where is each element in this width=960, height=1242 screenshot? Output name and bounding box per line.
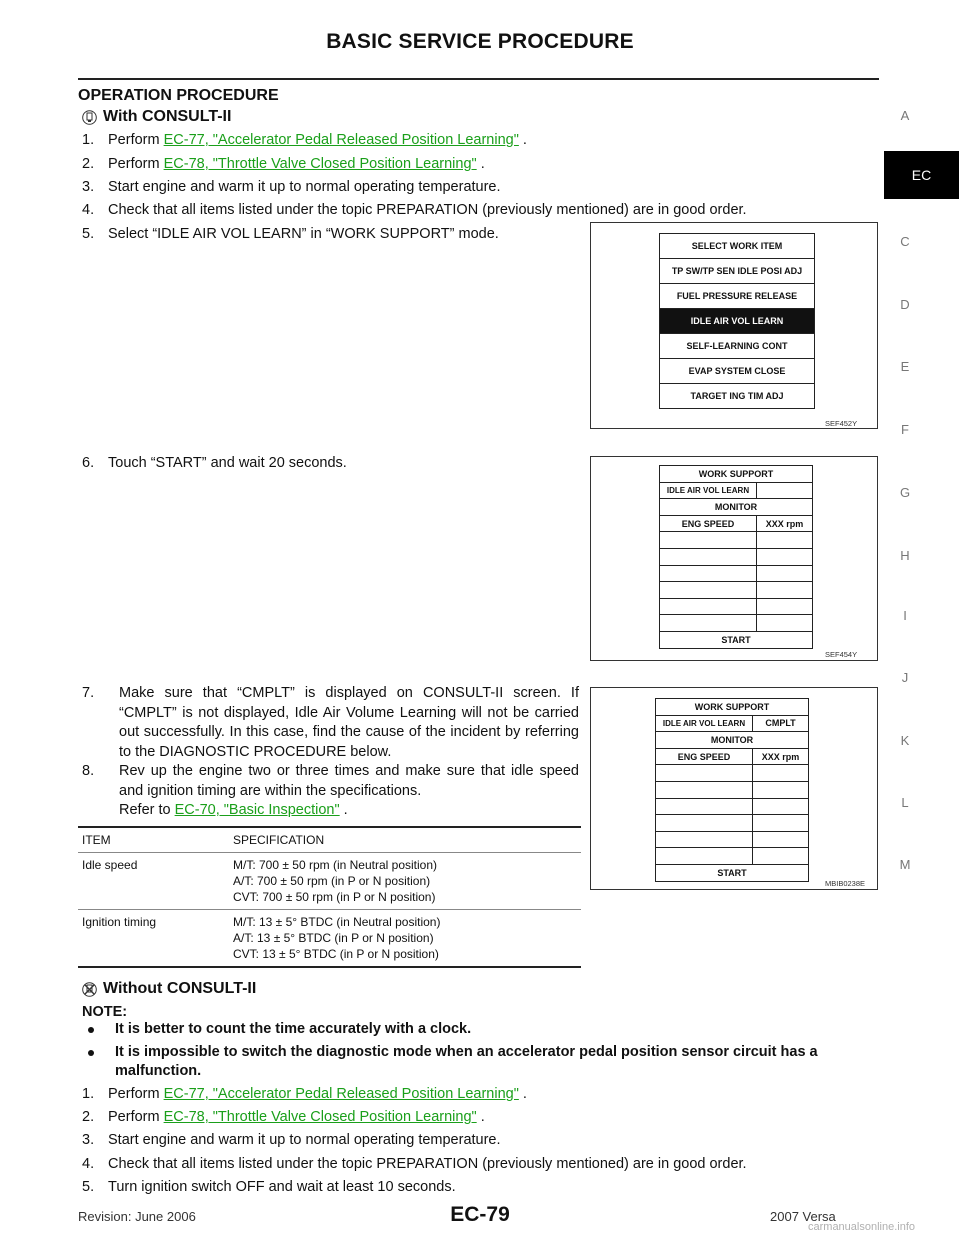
table-header-row [78,827,581,853]
link-ec-78[interactable]: EC-78, "Throttle Valve Closed Position Learning" [163,156,477,172]
link-ec-77[interactable]: EC-77, "Accelerator Pedal Released Position Learning" [163,132,519,148]
work-support-cmplt-screen [655,698,809,882]
bullet-dot [88,1050,94,1056]
step-without-3: 3. Start engine and warm it up to normal operating temperature. [82,1132,501,1148]
step-with-8: 8. Rev up the engine two or three times and make sure that idle speed and ignition timing are within the specifications. Refer to EC-70, "Basic Inspection" . [82,762,579,821]
link-ec-70[interactable]: EC-70, "Basic Inspection" [174,802,340,818]
page-title: BASIC SERVICE PROCEDURE [326,30,634,53]
menu-header-select-work-item: SELECT WORK ITEM [660,234,814,259]
step-with-1: 1. Perform EC-77, "Accelerator Pedal Released Position Learning" . [82,132,527,148]
figure-code: SEF454Y [825,650,858,659]
ws-param-row: ENG SPEED XXX rpm [660,516,812,533]
no-consult-icon [82,982,97,997]
footer-watermark: carmanualsonline.info [808,1221,916,1233]
ws-empty-row [656,848,808,865]
side-tab-d[interactable]: D [900,297,910,312]
ws-empty-row [660,549,812,566]
row-item: Ignition timing [82,915,157,929]
ws-empty-row [656,832,808,849]
ws-item-row: IDLE AIR VOL LEARN [660,483,812,500]
menu-item-evap-system[interactable]: EVAP SYSTEM CLOSE [660,359,814,384]
ws-title: WORK SUPPORT [656,699,808,716]
step-with-2: 2. Perform EC-78, "Throttle Valve Closed Position Learning" . [82,156,485,172]
row-specs: M/T: 700 ± 50 rpm (in Neutral position) A/T: 700 ± 50 rpm (in P or N position) CVT: 700 ± 50 rpm (in P or N position) [233,858,437,904]
with-consult-heading [82,108,231,126]
figure-work-support [590,456,878,661]
figure-work-support-cmplt [590,687,878,890]
note-bullet: It is impossible to switch the diagnostic mode when an accelerator pedal position sensor circuit has a malfunction. [88,1043,878,1081]
menu-item-self-learning[interactable]: SELF-LEARNING CONT [660,334,814,359]
step-with-4: 4. Check that all items listed under the topic PREPARATION (previously mentioned) are in good order. [82,202,747,218]
ws-title: WORK SUPPORT [660,466,812,483]
ws-monitor: MONITOR [660,499,812,516]
note-bullet: It is better to count the time accurately with a clock. [88,1020,878,1039]
ws-param-row: ENG SPEED XXX rpm [656,749,808,766]
side-tab-i[interactable]: I [903,608,907,623]
spec-table [78,826,581,968]
ws-empty-row [656,799,808,816]
link-ec-78[interactable]: EC-78, "Throttle Valve Closed Position Learning" [163,1109,477,1125]
col-header-item: ITEM [82,833,111,847]
side-tab-e[interactable]: E [900,359,910,374]
row-item: Idle speed [82,858,138,872]
menu-item-target-ing[interactable]: TARGET ING TIM ADJ [690,391,784,401]
side-tab-h[interactable]: H [900,548,910,563]
menu-item-idle-air-vol-learn[interactable]: IDLE AIR VOL LEARN [660,309,814,334]
ws-empty-row [656,765,808,782]
ws-empty-row [660,566,812,583]
work-item-menu [659,233,815,409]
link-ec-77[interactable]: EC-77, "Accelerator Pedal Released Position Learning" [163,1086,519,1102]
without-consult-label: Without CONSULT-II [103,980,257,997]
note-label: NOTE: [82,1004,128,1020]
side-tab-l[interactable]: L [901,795,909,810]
step-with-3: 3. Start engine and warm it up to normal operating temperature. [82,179,501,195]
figure-code: MBIB0238E [825,879,866,888]
bullet-dot [88,1027,94,1033]
figure-code: SEF452Y [825,419,858,428]
ws-start-button[interactable]: START [717,867,747,878]
ws-empty-row [660,599,812,616]
title-divider [78,78,879,80]
step-with-7: 7. Make sure that “CMPLT” is displayed on CONSULT-II screen. If “CMPLT” is not displayed, Idle Air Volume Learning will not be carried out successfully. In this case, find the cause of the incident by referring to the DIAGNOSTIC PROCEDURE below. [82,685,579,760]
step-without-5: 5. Turn ignition switch OFF and wait at least 10 seconds. [82,1179,456,1195]
ws-item-row: IDLE AIR VOL LEARN CMPLT [656,716,808,733]
ws-empty-row [660,582,812,599]
menu-item-tp-sw[interactable]: TP SW/TP SEN IDLE POSI ADJ [660,259,814,284]
side-tab-j[interactable]: J [901,670,909,685]
ws-empty-row [660,532,812,549]
ws-empty-row [656,815,808,832]
side-tab-g[interactable]: G [899,485,911,500]
table-row [78,910,581,968]
step-with-6: 6. Touch “START” and wait 20 seconds. [82,455,347,471]
section-title: OPERATION PROCEDURE [78,87,279,104]
consult-icon [82,110,97,125]
work-support-screen [659,465,813,649]
ws-start-button[interactable]: START [721,634,751,645]
footer-page-number: EC-79 [450,1203,510,1226]
table-row [78,853,581,910]
side-tab-c[interactable]: C [900,234,910,249]
footer-revision: Revision: June 2006 [78,1209,196,1224]
step-without-4: 4. Check that all items listed under the topic PREPARATION (previously mentioned) are in good order. [82,1156,747,1172]
without-consult-heading [82,980,256,998]
footer-model: 2007 Versa [770,1209,836,1224]
side-tab-a[interactable]: A [900,108,910,123]
side-tab-m[interactable]: M [899,857,911,872]
row-specs: M/T: 13 ± 5° BTDC (in Neutral position) A/T: 13 ± 5° BTDC (in P or N position) CVT: 13 ± 5° BTDC (in P or N position) [233,915,441,961]
ws-empty-row [660,615,812,632]
step-without-1: 1. Perform EC-77, "Accelerator Pedal Released Position Learning" . [82,1086,527,1102]
ws-empty-row [656,782,808,799]
side-tab-f[interactable]: F [901,422,909,437]
step-with-5: 5. Select “IDLE AIR VOL LEARN” in “WORK SUPPORT” mode. [82,226,499,242]
menu-item-fuel-pressure[interactable]: FUEL PRESSURE RELEASE [660,284,814,309]
ws-monitor: MONITOR [656,732,808,749]
ws-status-cmplt: CMPLT [765,718,796,729]
side-tab-k[interactable]: K [900,733,910,748]
side-tab-ec-active[interactable]: EC [884,151,959,199]
col-header-specification: SPECIFICATION [233,833,325,847]
with-consult-label: With CONSULT-II [103,108,232,125]
figure-select-work-item [590,222,878,429]
step-without-2: 2. Perform EC-78, "Throttle Valve Closed Position Learning" . [82,1109,485,1125]
refer-line: Refer to EC-70, "Basic Inspection" . [119,802,348,818]
